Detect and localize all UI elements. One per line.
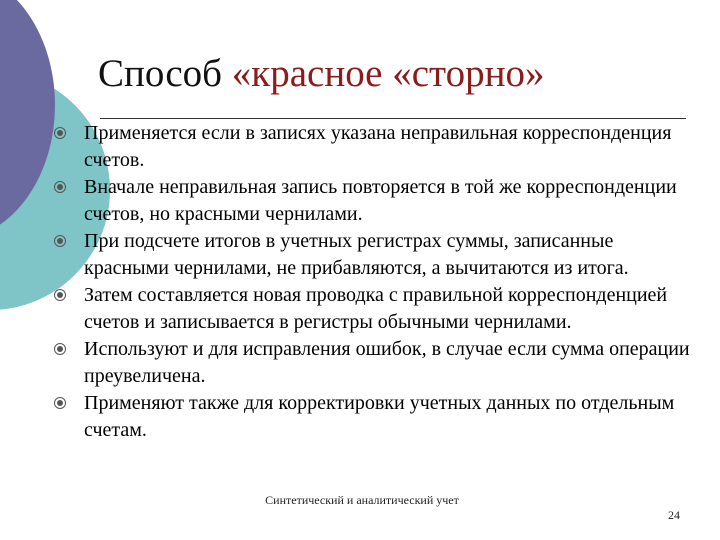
slide-title bbox=[98, 50, 698, 98]
bullet-text: Применяется если в записях указана неправильная корреспонденция счетов. bbox=[84, 122, 672, 171]
bullet-icon bbox=[54, 343, 66, 355]
bullet-item bbox=[52, 390, 692, 444]
bullet-icon bbox=[54, 235, 66, 247]
bullet-text: Затем составляется новая проводка с правильной корреспонденцией счетов и записывается в регистры обычными чернилами. bbox=[84, 284, 668, 333]
title-divider bbox=[100, 118, 686, 119]
bullet-item bbox=[52, 120, 692, 174]
bullet-text: При подсчете итогов в учетных регистрах суммы, записанные красными чернилами, не прибавляются, а вычитаются из итога. bbox=[84, 230, 629, 279]
bullet-icon bbox=[54, 397, 66, 409]
footer-note: Синтетический и аналитический учет bbox=[265, 493, 459, 507]
bullet-text: Применяют также для корректировки учетных данных по отдельным счетам. bbox=[84, 392, 675, 441]
bullet-item bbox=[52, 174, 692, 228]
page-number: 24 bbox=[668, 508, 680, 522]
bullet-icon bbox=[54, 127, 66, 139]
bullet-item bbox=[52, 282, 692, 336]
bullet-item bbox=[52, 228, 692, 282]
title-plain: Способ bbox=[98, 52, 232, 95]
title-accent: «красное «сторно» bbox=[231, 52, 545, 95]
bullet-text: Вначале неправильная запись повторяется в той же корреспонденции счетов, но красными чернилами. bbox=[84, 176, 677, 225]
bullet-list bbox=[52, 120, 692, 444]
bullet-text: Используют и для исправления ошибок, в случае если сумма операции преувеличена. bbox=[84, 338, 690, 387]
bullet-item bbox=[52, 336, 692, 390]
bullet-icon bbox=[54, 289, 66, 301]
bullet-icon bbox=[54, 181, 66, 193]
